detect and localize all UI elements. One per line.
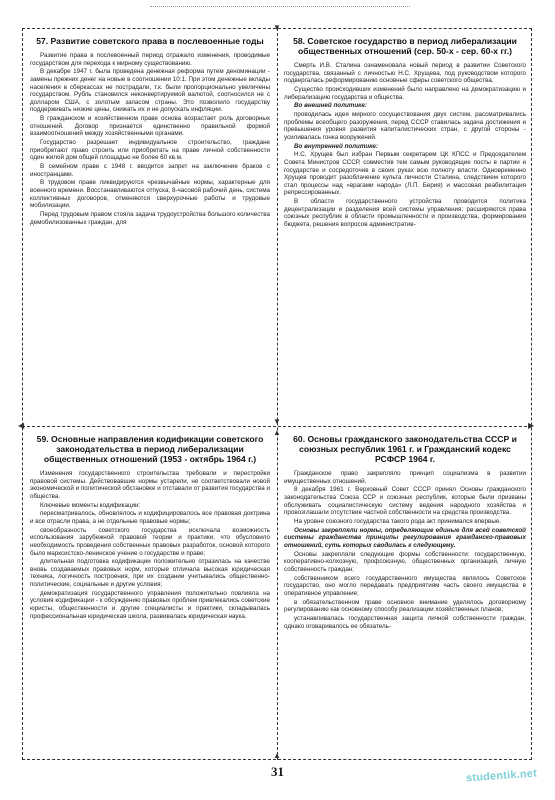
paragraph: устанавливалась государственная защита личной собственности граждан, однако оговаривалось ее обязатель- xyxy=(284,615,526,630)
paragraph: Изменения государственного строительства требовали и перестройки правовой системы. Действовавшие нормы устарели, не соответствовали новой экономической и политической обстановке и отставали от развития государства и общества. xyxy=(30,470,270,500)
paragraph: Н.С. Хрущев был избран Первым секретарем ЦК КПСС и Председателем Совета Министров СССР, совместив тем самым руководящие посты в партии и государстве и сосредоточив в своих руках всю полноту власти. Одновременно Хрущев проводит разоблачение культа личности Сталина, следствием которого стал процессы над «врагами народа» (Л.П. Берия) и массовая реабилитация репрессированных. xyxy=(284,151,526,197)
paragraph: собственником всего государственного имущества являлось Советское государство, оно могло передавать предприятиям часть своего имущества в оперативное управление; xyxy=(284,574,526,597)
paragraph-emphasis: Основы закрепляли нормы, определяющие единые для всей советской системы гражданства принципы регулирования гражданско-правовых отношений, суть которых сводилась к следующему. xyxy=(284,526,526,549)
paragraph: Государство разрешает индивидуальное строительство, граждане приобретают право строить или приобретать на праве личной собственности один жилой дом общей площадью не более 60 кв.м. xyxy=(30,139,270,162)
watermark-logo: studentik.net xyxy=(465,767,538,785)
section-57 xyxy=(30,36,270,422)
paragraph: Ключевые моменты кодификации: xyxy=(40,501,141,509)
paragraph: Смерть И.В. Сталина ознаменовала новый период в развитии Советского государства, связанный с личностью Н.С. Хрущева, под руководством которого подвергалась реформированию основные сферы советского общества. xyxy=(284,62,526,85)
subheading: Во внутренней политике: xyxy=(294,142,378,150)
paragraph: проводилась идея мирного сосуществования двух систем, рассматривались проблемы всеобщего разоружения, перед СССР ставилась задача достижения и превышения уровня развития капиталистических стран, с другой стороны - усиливалась гонка вооружений. xyxy=(284,111,526,141)
horizontal-divider xyxy=(22,426,532,427)
vertical-divider xyxy=(277,28,278,760)
page-number: 31 xyxy=(271,764,284,779)
paragraph: Гражданское право закрепляло принцип социализма в развитии имущественных отношений. xyxy=(284,470,526,485)
arrow-mid-top-icon: ▼ xyxy=(273,417,281,426)
subheading: Во внешней политике: xyxy=(294,102,367,110)
paragraph: Основы закрепляли следующие формы собственности: государственную, кооперативно-колхозную, профсоюзную, общественных организаций, личную собственность граждан; xyxy=(284,550,526,573)
arrow-right-icon: ▶ xyxy=(528,421,535,430)
arrow-left-icon: ◀ xyxy=(18,421,25,430)
paragraph: 8 декабря 1961 г. Верховный Совет СССР принял Основы гражданского законодательства Союза ССР и союзных республик, которые были призваны обслуживать социалистическую систему ведения народного хозяйства и провозглашали отсутствие частной собственности на средства производства. xyxy=(284,486,526,517)
section-59-title: 59. Основные направления кодификации советского законодательства в период либерализации общественных отношений (1953 - октябрь 1964 г.) xyxy=(36,434,264,464)
top-print-marks xyxy=(150,6,410,13)
section-57-title: 57. Развитие советского права в послевоенные годы xyxy=(36,36,264,46)
paragraph: длительная подготовка кодификации положительно отразилась на качестве вновь создаваемых правовых норм, которые отличала высокая юридическая техника, логичность построения, при их создании учитывались общественно-политические, социальные и другие условия; xyxy=(30,558,270,589)
paragraph: Существо происходивших изменений было направлено на демократизацию и либерализацию государства и общества. xyxy=(284,85,526,101)
section-59 xyxy=(30,434,270,756)
section-60 xyxy=(284,434,526,756)
arrow-bottom-icon: ▲ xyxy=(273,751,281,760)
paragraph: в обязательственном праве основное внимание уделялось договорному регулированию как основному способу реализации хозяйственных планов; xyxy=(284,598,526,614)
paragraph: В декабре 1947 г. была проведена денежная реформа путем деноминации - замены прежних денег на новые в соотношении 10:1. При этом денежные вклады населения в сберкассах не пострадали, т.к. были пропорционально увеличены государством. Рубль становился неконвертируемой валютой, соотносился не с долларом США, с золотым запасом страны. Это позволило государству поддерживать низкие цены, снижать их и не допускать инфляции. xyxy=(30,68,270,114)
paragraph: своеобразность советского государства исключала возможность использования зарубежной правовой теории и практики, что обусловило необходимость проведения собственных правовых разработок, основой которого было марксистско-ленинское учение о государстве и праве; xyxy=(30,526,270,557)
paragraph: демократизация государственного управления положительно повлияла на условия кодификации - к обсуждению правовых проблем привлекались советские юристы, общественности и другие специалисты и практики, складывалась профессиональная юридическая школа, развивалась юридическая наука. xyxy=(30,589,270,620)
paragraph: На уровне союзного государства такого рода акт принимался впервые. xyxy=(294,517,502,525)
paragraph: В семейном праве с 1948 г. вводится запрет на заключение браков с иностранцами. xyxy=(30,163,270,178)
paragraph: Развитие права в послевоенный период отражало изменения, проводимые государством для перехода к мирному существованию. xyxy=(30,52,270,67)
arrow-top-icon: ▼ xyxy=(273,23,281,32)
section-58-title: 58. Советское государство в период либерализации общественных отношений (сер. 50-х - сер. 60-х гг.) xyxy=(293,36,517,56)
section-58 xyxy=(284,36,526,422)
paragraph: пересматривалось, обновлялось и кодифицировалось все правовая доктрина и все отрасли права, а не отдельные правовые нормы; xyxy=(30,510,270,525)
paragraph: В области государственного устройства проводится политика децентрализации и разделения всей системы управления: расширяются права союзных республик в области промышленности и производства, формирования бюджета, решения вопросов административ- xyxy=(284,198,526,228)
section-60-title: 60. Основы гражданского законодательства СССР и союзных республик 1961 г. и Гражданский кодекс РСФСР 1964 г. xyxy=(293,434,517,464)
paragraph: Перед трудовым правом стояла задача трудоустройства большого количества демобилизованных граждан, для xyxy=(30,211,270,226)
paragraph: В трудовом праве ликвидируются чрезвычайные нормы, характерные для военного времени. Восстанавливаются отпуска, 8-часовой рабочий день, система коллективных договоров, отменяются сверхурочные работы и трудовые мобилизации. xyxy=(30,179,270,210)
arrow-mid-bottom-icon: ▲ xyxy=(273,428,281,437)
paragraph: В гражданском и хозяйственном праве основа возрастает роль договорных отношений. Договор признается единственно правильной формой взаимоотношений между хозяйственными органами. xyxy=(30,115,270,138)
